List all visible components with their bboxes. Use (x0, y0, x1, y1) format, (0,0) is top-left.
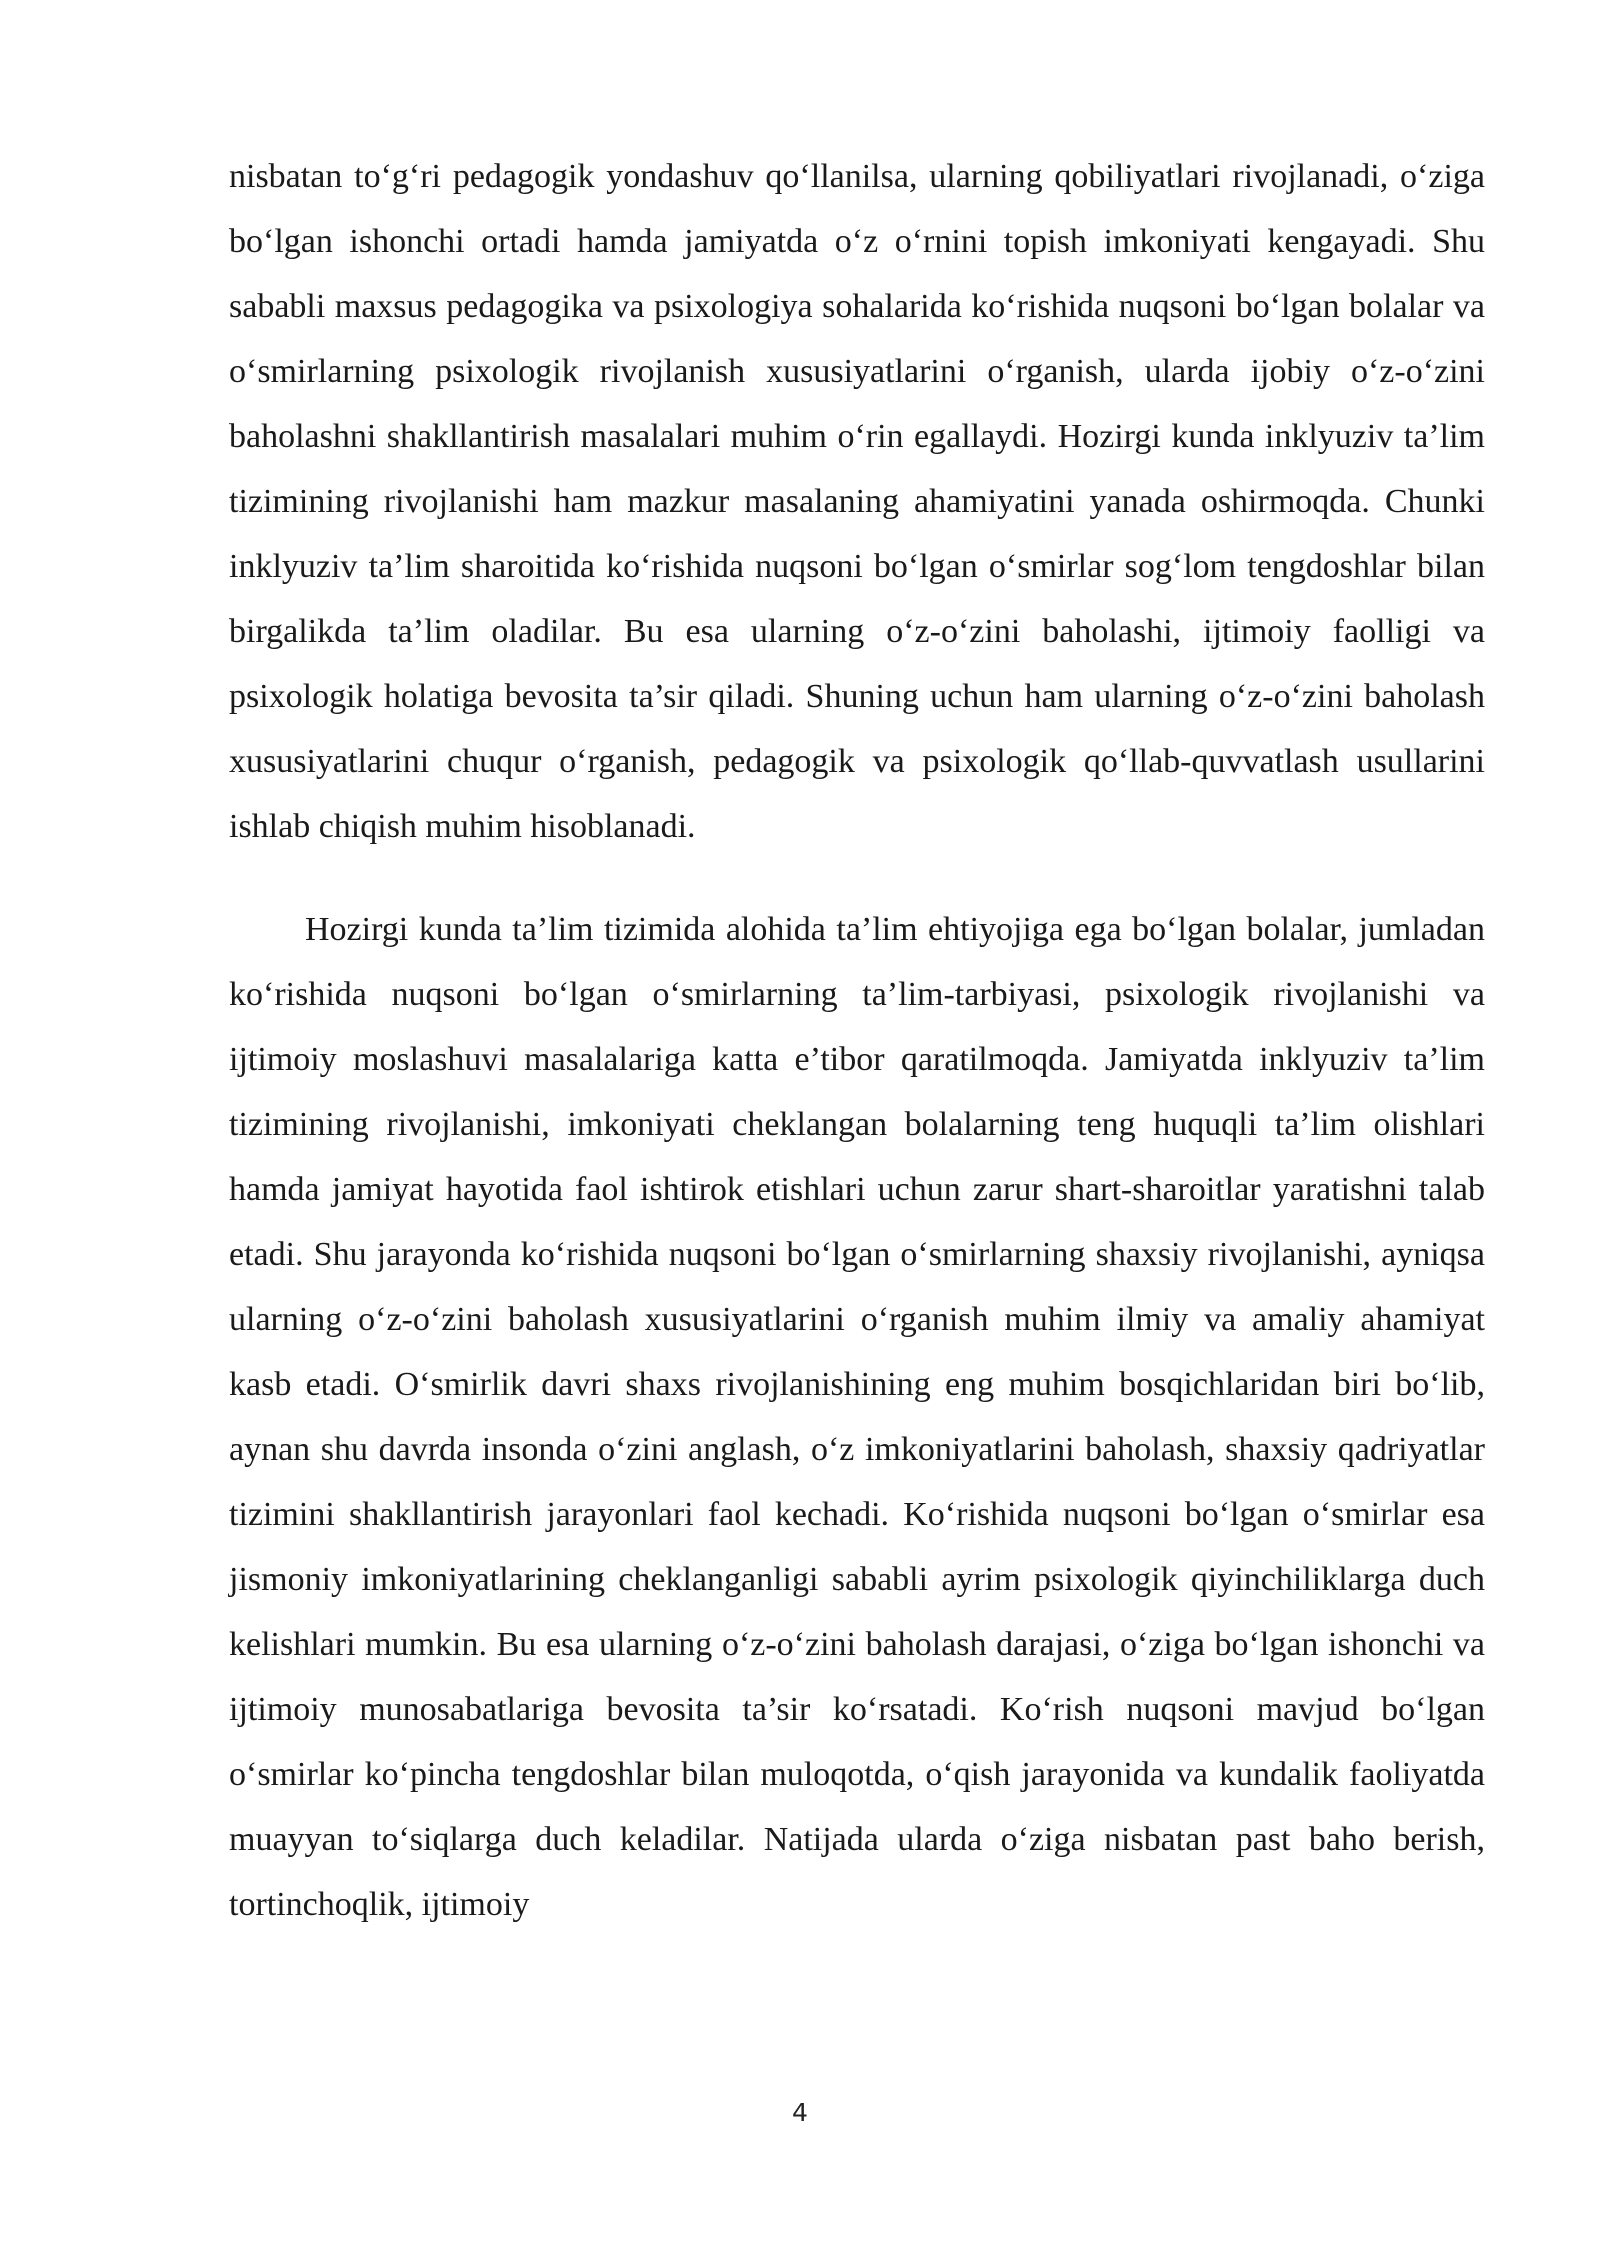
paragraph-continuation: nisbatan to‘g‘ri pedagogik yondashuv qo‘llanilsa, ularning qobiliyatlari rivojlanadi, o‘ziga bo‘lgan ishonchi ortadi hamda jamiyatda o‘z o‘rnini topish imkoniyati kengayadi. Shu sababli maxsus pedagogika va psixologiya sohalarida ko‘rishida nuqsoni bo‘lgan bolalar va o‘smirlarning psixologik rivojlanish xususiyatlarini o‘rganish, ularda ijobiy o‘z-o‘zini baholashni shakllantirish masalalari muhim o‘rin egallaydi. Hozirgi kunda inklyuziv ta’lim tizimining rivojlanishi ham mazkur masalaning ahamiyatini yanada oshirmoqda. Chunki inklyuziv ta’lim sharoitida ko‘rishida nuqsoni bo‘lgan o‘smirlar sog‘lom tengdoshlar bilan birgalikda ta’lim oladilar. Bu esa ularning o‘z-o‘zini baholashi, ijtimoiy faolligi va psixologik holatiga bevosita ta’sir qiladi. Shuning uchun ham ularning o‘z-o‘zini baholash xususiyatlarini chuqur o‘rganish, pedagogik va psixologik qo‘llab-quvvatlash usullarini ishlab chiqish muhim hisoblanadi. (229, 158, 1485, 845)
paragraph-body: Hozirgi kunda ta’lim tizimida alohida ta’lim ehtiyojiga ega bo‘lgan bolalar, jumladan ko‘rishida nuqsoni bo‘lgan o‘smirlarning ta’lim-tarbiyasi, psixologik rivojlanishi va ijtimoiy moslashuvi masalalariga katta e’tibor qaratilmoqda. Jamiyatda inklyuziv ta’lim tizimining rivojlanishi, imkoniyati cheklangan bolalarning teng huquqli ta’lim olishlari hamda jamiyat hayotida faol ishtirok etishlari uchun zarur shart-sharoitlar yaratishni talab etadi. Shu jarayonda ko‘rishida nuqsoni bo‘lgan o‘smirlarning shaxsiy rivojlanishi, ayniqsa ularning o‘z-o‘zini baholash xususiyatlarini o‘rganish muhim ilmiy va amaliy ahamiyat kasb etadi. O‘smirlik davri shaxs rivojlanishining eng muhim bosqichlaridan biri bo‘lib, aynan shu davrda insonda o‘zini anglash, o‘z imkoniyatlarini baholash, shaxsiy qadriyatlar tizimini shakllantirish jarayonlari faol kechadi. Ko‘rishida nuqsoni bo‘lgan o‘smirlar esa jismoniy imkoniyatlarining cheklanganligi sababli ayrim psixologik qiyinchiliklarga duch kelishlari mumkin. Bu esa ularning o‘z-o‘zini baholash darajasi, o‘ziga bo‘lgan ishonchi va ijtimoiy munosabatlariga bevosita ta’sir ko‘rsatadi. Ko‘rish nuqsoni mavjud bo‘lgan o‘smirlar ko‘pincha tengdoshlar bilan muloqotda, o‘qish jarayonida va kundalik faoliyatda muayyan to‘siqlarga duch keladilar. Natijada ularda o‘ziga nisbatan past baho berish, tortinchoqlik, ijtimoiy (229, 911, 1485, 1923)
page-number: 4 (792, 2098, 808, 2127)
page-body (229, 144, 1485, 1937)
